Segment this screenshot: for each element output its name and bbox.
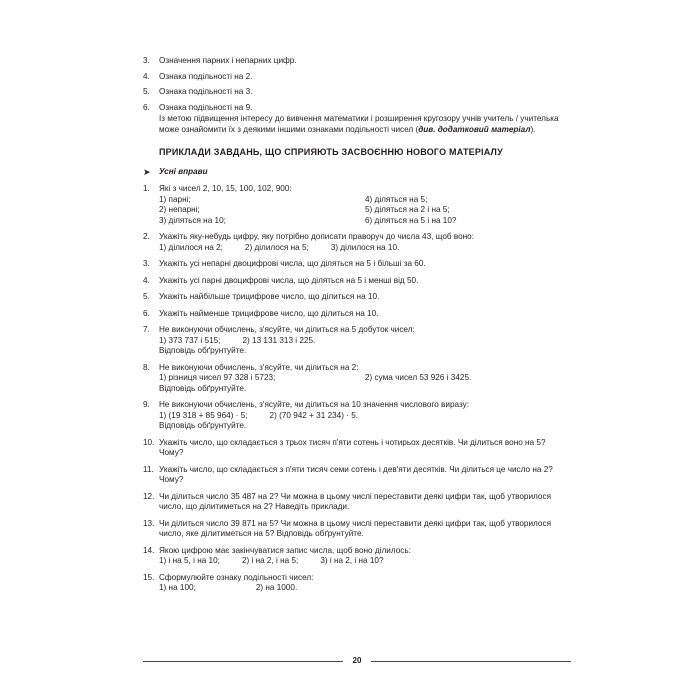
exercise-text: Укажіть найбільше трицифрове число, що ділиться на 10. — [159, 292, 380, 302]
option: 1) парні; — [159, 194, 191, 204]
option: 3) ділилося на 10. — [330, 242, 400, 252]
exercise-text: Чи ділиться число 39 871 на 5? Чи можна в цьому числі переставити деякі цифри так, щоб утворилося число, яке ділитиметься на 5? Відповідь обґрунтуйте. — [159, 518, 551, 539]
option: 3) і на 2, і на 10? — [320, 556, 384, 566]
option: 2) на 1000. — [255, 583, 298, 593]
exercise-number: 6. — [143, 308, 150, 318]
option-row — [159, 336, 571, 347]
option: 6) діляться на 5 і на 10? — [365, 215, 457, 225]
exercise-number: 12. — [143, 491, 155, 501]
exercise-note: Відповідь обґрунтуйте. — [159, 346, 247, 356]
exercise-text: Якою цифрою має закінчуватися запис числа, щоб воно ділилось: — [159, 545, 411, 555]
exercise-text: Не виконуючи обчислень, з'ясуйте, чи ділиться на 5 добуток чисел: — [159, 325, 415, 335]
exercise-number: 13. — [143, 518, 155, 528]
exercise-text: Чи ділиться число 35 487 на 2? Чи можна в цьому числі переставити деякі цифри так, щоб утворилося число, що ділитиметься на 2? Наведіть приклади. — [159, 491, 551, 512]
exercise-10 — [143, 438, 571, 459]
exercise-text: Укажіть усі парні двоцифрові числа, що діляться на 5 і менші від 50. — [159, 275, 419, 285]
exercise-note: Відповідь обґрунтуйте. — [159, 421, 247, 431]
option-row — [159, 583, 571, 594]
option: 1) на 100; — [159, 583, 196, 593]
option-row — [159, 243, 571, 254]
exercise-number: 4. — [143, 275, 150, 285]
exercise-number: 5. — [143, 292, 150, 302]
exercise-number: 2. — [143, 232, 150, 242]
exercise-number: 11. — [143, 464, 154, 474]
exercise-5 — [143, 292, 571, 303]
page-number: 20 — [352, 656, 362, 665]
exercise-text: Укажіть яку-небудь цифру, яку потрібно дописати праворуч до числа 43, щоб воно: — [159, 232, 474, 242]
page-footer — [143, 656, 571, 666]
exercise-text: Укажіть найменше трицифрове число, що ділиться на 10. — [159, 308, 379, 318]
exercise-6 — [143, 309, 571, 320]
exercise-3 — [143, 259, 571, 270]
intro-end: ). — [530, 124, 536, 134]
option: 5) діляться на 2 і на 5; — [365, 205, 450, 215]
option-row — [159, 205, 571, 216]
option: 2) (70 942 + 31 234) · 5. — [269, 410, 359, 420]
exercise-text: Укажіть усі непарні двоцифрові числа, що діляться на 5 і більші за 60. — [159, 259, 426, 269]
list-item — [143, 103, 571, 114]
option: 2) непарні; — [159, 205, 200, 215]
exercise-14 — [143, 546, 571, 567]
option: 2) 13 131 313 і 225. — [242, 335, 316, 345]
arrow-icon: ➤ — [143, 166, 151, 177]
option-row — [159, 373, 571, 384]
exercise-number: 15. — [143, 572, 155, 582]
content-column — [143, 56, 571, 600]
list-item — [143, 56, 571, 67]
exercise-1 — [143, 184, 571, 226]
item-number: 5. — [143, 87, 150, 96]
intro-reference: див. додатковий матеріал — [418, 124, 531, 134]
exercise-text: Не виконуючи обчислень, з'ясуйте, чи ділиться на 10 значення числового виразу: — [159, 400, 470, 410]
item-text: Означення парних і непарних цифр. — [159, 56, 297, 65]
exercise-text: Укажіть число, що складається з трьох тисяч п'яти сотень і чотирьох десятків. Чи ділиться воно на 5? Чому? — [159, 437, 546, 458]
exercise-note: Відповідь обґрунтуйте. — [159, 383, 247, 393]
option: 2) і на 2, і на 5; — [241, 556, 299, 566]
exercise-4 — [143, 276, 571, 287]
intro-text: Із метою підвищення інтересу до вивчення математики і розширення кругозору учнів учитель / учителька може ознайомити їх з деякими іншими ознаками подільності чисел ( — [159, 114, 559, 134]
exercise-number: 3. — [143, 259, 150, 269]
exercise-number: 9. — [143, 400, 150, 410]
exercise-number: 14. — [143, 545, 155, 555]
item-text: Ознака подільності на 3. — [159, 87, 253, 96]
exercise-15 — [143, 573, 571, 594]
item-number: 6. — [143, 102, 150, 112]
option: 1) різниця чисел 97 328 і 5723; — [159, 373, 276, 383]
exercise-text: Сформулюйте ознаку подільності чисел: — [159, 572, 314, 582]
item-text: Ознака подільності на 9. — [159, 102, 253, 112]
subhead-label: Усні вправи — [159, 167, 208, 177]
exercise-9 — [143, 400, 571, 432]
exercise-number: 10. — [143, 437, 155, 447]
option: 1) (19 318 + 85 964) · 5; — [159, 410, 248, 420]
exercise-11 — [143, 465, 571, 486]
option: 2) ділилося на 5; — [244, 242, 309, 252]
option: 1) ділилося на 2; — [159, 242, 223, 252]
subhead — [143, 167, 571, 179]
intro-paragraph — [159, 114, 571, 135]
exercise-number: 1. — [143, 184, 150, 194]
exercise-text: Укажіть число, що складається з п'яти тисяч семи сотень і дев'яти десятків. Чи ділиться це число на 2? Чому? — [159, 464, 553, 485]
exercise-12 — [143, 492, 571, 513]
option: 1) 373 737 і 515; — [159, 335, 221, 345]
list-item — [143, 72, 571, 83]
section-title: ПРИКЛАДИ ЗАВДАНЬ, ЩО СПРИЯЮТЬ ЗАСВОЄННЮ НОВОГО МАТЕРІАЛУ — [159, 147, 503, 157]
exercise-7 — [143, 325, 571, 357]
item-text: Ознака подільності на 2. — [159, 71, 253, 81]
exercise-number: 8. — [143, 362, 150, 372]
exercise-text: Не виконуючи обчислень, з'ясуйте, чи ділиться на 2: — [159, 362, 359, 372]
option-row — [159, 195, 571, 206]
footer-rule-right — [371, 661, 571, 662]
exercise-13 — [143, 519, 571, 540]
exercise-number: 7. — [143, 325, 150, 335]
option: 4) діляться на 5; — [365, 194, 428, 204]
item-number: 4. — [143, 71, 150, 81]
exercise-2 — [143, 232, 571, 253]
exercise-8 — [143, 363, 571, 395]
option-row — [159, 556, 571, 567]
option: 2) сума чисел 53 926 і 3425. — [365, 373, 472, 383]
option: 1) і на 5, і на 10; — [159, 556, 220, 566]
item-number: 3. — [143, 56, 150, 65]
option: 3) діляться на 10; — [159, 215, 226, 225]
footer-rule-left — [143, 661, 343, 662]
option-row — [159, 411, 571, 422]
option-row — [159, 216, 571, 227]
exercise-text: Які з чисел 2, 10, 15, 100, 102, 900: — [159, 184, 292, 194]
list-item — [143, 87, 571, 98]
